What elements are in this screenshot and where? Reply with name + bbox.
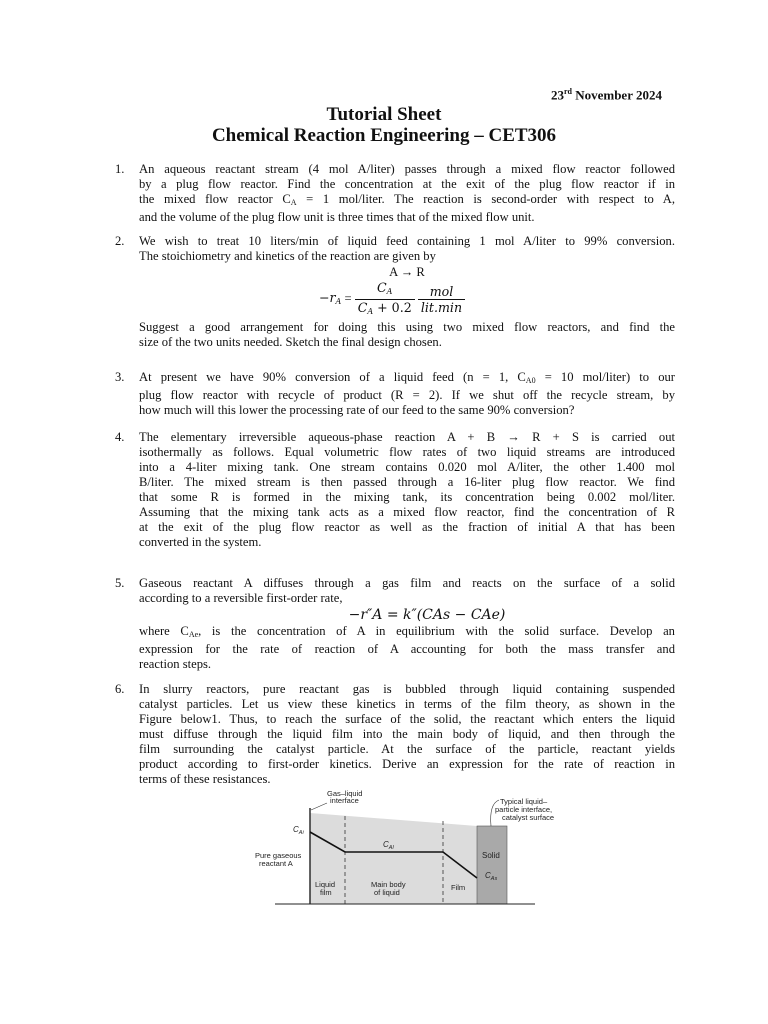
solid-particle bbox=[477, 826, 507, 904]
pure-gas-label-1: Pure gaseous bbox=[255, 851, 302, 860]
solid-label: Solid bbox=[482, 851, 500, 860]
typical-label-3: catalyst surface bbox=[502, 813, 555, 822]
typical-label-1: Typical liquid– bbox=[500, 797, 548, 806]
main-body-label-1: Main body bbox=[371, 880, 406, 889]
surface-rate-equation: −r″A = k″(CAs − CAe) bbox=[348, 607, 506, 623]
page-title: Tutorial Sheet bbox=[326, 104, 442, 125]
liquid-film-label-1: Liquid bbox=[315, 880, 336, 889]
interface-label: interface bbox=[330, 796, 359, 805]
tutorial-sheet-page: 23rd November 2024 Tutorial Sheet Chemical Reaction Engineering – CET306 1. An aqueous reactant stream (4 mol A/liter) passes through a mixed flow reactor followed by a plug flow reactor. Find the concentration at the exit of the plug flow reactor if in the mixed flow reactor $C_A = 1$ mol/liter. The reaction is second-order with respect to A, and the volume of the plug flow unit is three times that of the mixed flow unit. 2. We wish to treat 10 liters/min of liquid feed containing 1 mol A/liter to 99% conversion. The stoichiometry and kinetics of the reaction are given by A → R $-r_A$ = $\frac{C_A}{C_A + 0.2}$ $\frac{\text{mol}}{\text{lit.min}}$ Suggest a good arrangement for doing this using two mixed flow reactors, and find the size of the two units needed. Sketch the final design chosen. 3. At present we have 90% conversion of a liquid feed (n = 1, $C_{A0} = 10$ mol/liter) to our plug flow reactor with recycle of product (R = 2). If we shut off the recycle stream, by how much will this lower the processing rate of our feed to the same 90% conversion? 4. The elementary irreversible aqueous-phase reaction A + B → R + S is carried out isothermally as follows. Equal volumetric flow rates of two liquid streams are introduced into a 4-liter mixing tank. One stream contains 0.020 mol A/liter, the other 1.400 mol B/liter. The mixed stream is then passed through a 16-liter plug flow reactor. We find that some R is formed in the mixing tank, its concentration being 0.002 mol/liter. Assuming that the mixing tank acts as a mixed flow reactor, find the concentration of R at the exit of the plug flow reactor as well as the fraction of initial A that has been converted in the system. 5. Gaseous reactant A diffuses through a gas film and reacts on the surface of a solid according to a reversible first-order rate, −r″A = k″(CAs − CAe) where $C_{Ae}$, is the concentration of A in equilibrium with the solid surface. Develop an expression for the rate of reaction of A accounting for both the mass transfer and reaction steps. 6. In slurry reactors, pure reactant gas is bubbled through liquid containing suspended catalyst particles. Let us view these kinetics in terms of the film theory, as shown in the Figure below1. Thus, to reach the surface of the solid, the reactant which enters the liquid must diffuse through the liquid film into the main body of liquid, and then through the film surrounding the catalyst particle. At the surface of the particle, reactant yields product according to first-order kinetics. Derive an expression for the rate of reaction in terms of these resistances. Gas–liquid interface Typical liquid– particle interface, catalyst surface $C_{Ai}$ $C_{Al}$ $C_{As}$ Pure gaseous reactant A Solid Liquid film Main body of liquid Film bbox=[0, 0, 768, 1024]
film-label: Film bbox=[451, 883, 466, 892]
gas-liquid-label: Gas–liquid bbox=[327, 789, 363, 798]
document-date: 23rd November 2024 bbox=[550, 87, 662, 103]
film-theory-figure bbox=[245, 786, 555, 910]
cal-label: $C_{Al}$ bbox=[383, 840, 394, 851]
liquid-film-label-2: film bbox=[320, 888, 332, 897]
cas-label: $C_{As}$ bbox=[485, 871, 498, 882]
cai-label: $C_{Ai}$ bbox=[293, 825, 304, 836]
reaction-equation: A → R bbox=[389, 265, 425, 279]
pure-gas-label-2: reactant A bbox=[259, 859, 293, 868]
typical-label-2: particle interface, bbox=[495, 805, 553, 814]
main-body-label-2: of liquid bbox=[374, 888, 400, 897]
course-title: Chemical Reaction Engineering – CET306 bbox=[211, 125, 557, 146]
rate-expression: $-r_A$ = $\frac{C_A}{C_A + 0.2}$ $\frac{\text{mol}}{\text{lit.min}}$ bbox=[109, 280, 675, 320]
